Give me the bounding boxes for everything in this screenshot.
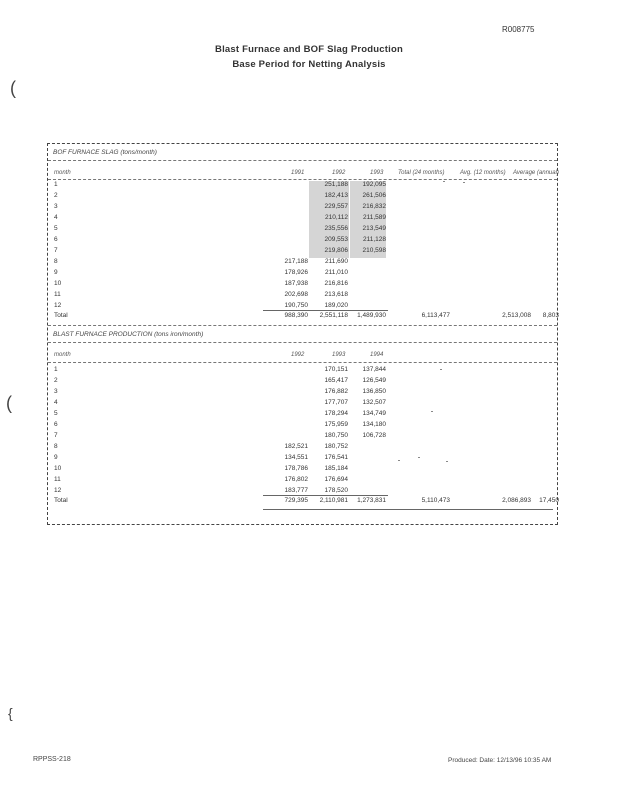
month-cell: 5 bbox=[54, 225, 58, 232]
table-row bbox=[48, 432, 557, 443]
value-cell: 182,521 bbox=[284, 443, 308, 450]
col-header-year1: 1991 bbox=[291, 170, 305, 176]
col-header-year2: 1993 bbox=[332, 352, 346, 358]
value-cell: 202,698 bbox=[284, 291, 308, 298]
value-cell: 216,816 bbox=[324, 280, 348, 287]
total-1994: 1,273,831 bbox=[357, 497, 386, 504]
document-subtitle: Base Period for Netting Analysis bbox=[232, 59, 386, 70]
value-cell: 180,752 bbox=[324, 443, 348, 450]
table-row bbox=[48, 465, 557, 476]
total-label: Total bbox=[54, 312, 68, 319]
value-cell: 210,112 bbox=[324, 214, 348, 221]
value-cell: 211,690 bbox=[324, 258, 348, 265]
value-cell: 217,188 bbox=[284, 258, 308, 265]
total-1993: 1,489,930 bbox=[357, 312, 386, 319]
table-row bbox=[48, 236, 557, 247]
total-12-months: 2,513,008 bbox=[502, 312, 531, 319]
value-cell: 180,750 bbox=[324, 432, 348, 439]
value-cell: 213,549 bbox=[362, 225, 386, 232]
total-1993: 2,110,981 bbox=[319, 497, 348, 504]
margin-mark: ( bbox=[6, 393, 12, 413]
col-header-year3: 1994 bbox=[370, 352, 384, 358]
value-cell: 187,938 bbox=[284, 280, 308, 287]
value-cell: 251,188 bbox=[324, 181, 348, 188]
month-cell: 6 bbox=[54, 421, 58, 428]
value-cell: 178,786 bbox=[284, 465, 308, 472]
month-cell: 10 bbox=[54, 280, 62, 287]
table-row bbox=[48, 269, 557, 280]
total-row bbox=[48, 497, 557, 508]
value-cell: 134,180 bbox=[362, 421, 386, 428]
value-cell: 106,728 bbox=[362, 432, 386, 439]
divider bbox=[48, 160, 557, 161]
month-cell: 8 bbox=[54, 258, 58, 265]
value-cell: 175,959 bbox=[324, 421, 348, 428]
value-cell: 134,551 bbox=[284, 454, 308, 461]
value-cell: 134,749 bbox=[362, 410, 386, 417]
divider bbox=[48, 342, 557, 343]
divider bbox=[48, 325, 557, 326]
col-header-year1: 1992 bbox=[291, 352, 305, 358]
value-cell: 210,598 bbox=[362, 247, 386, 254]
total-12-months: 2,086,893 bbox=[502, 497, 531, 504]
value-cell: 136,850 bbox=[362, 388, 386, 395]
total-row bbox=[48, 312, 557, 323]
scan-speck bbox=[440, 369, 442, 370]
table-row bbox=[48, 181, 557, 192]
total-label: Total bbox=[54, 497, 68, 504]
value-cell: 189,020 bbox=[324, 302, 348, 309]
month-cell: 3 bbox=[54, 388, 58, 395]
month-cell: 11 bbox=[54, 291, 61, 298]
month-cell: 3 bbox=[54, 203, 58, 210]
value-cell: 185,184 bbox=[324, 465, 348, 472]
value-cell: 176,694 bbox=[324, 476, 348, 483]
footer-produced-date: Produced: Date: 12/13/96 10:35 AM bbox=[448, 757, 552, 764]
month-cell: 12 bbox=[54, 302, 62, 309]
table-row bbox=[48, 388, 557, 399]
value-cell: 229,557 bbox=[324, 203, 348, 210]
table-row bbox=[48, 410, 557, 421]
value-cell: 183,777 bbox=[284, 487, 308, 494]
footer-code: RPPSS-218 bbox=[33, 756, 71, 763]
table-row bbox=[48, 476, 557, 487]
value-cell: 177,707 bbox=[324, 399, 348, 406]
month-cell: 11 bbox=[54, 476, 61, 483]
value-cell: 192,095 bbox=[362, 181, 386, 188]
month-cell: 7 bbox=[54, 432, 58, 439]
table-row bbox=[48, 399, 557, 410]
month-cell: 10 bbox=[54, 465, 62, 472]
month-cell: 4 bbox=[54, 399, 58, 406]
month-cell: 9 bbox=[54, 269, 58, 276]
value-cell: 178,294 bbox=[324, 410, 348, 417]
value-cell: 211,589 bbox=[362, 214, 386, 221]
month-cell: 4 bbox=[54, 214, 58, 221]
table-row bbox=[48, 225, 557, 236]
document-title: Blast Furnace and BOF Slag Production bbox=[215, 44, 403, 55]
value-cell: 178,520 bbox=[324, 487, 348, 494]
month-cell: 2 bbox=[54, 192, 58, 199]
table-row bbox=[48, 443, 557, 454]
value-cell: 219,806 bbox=[324, 247, 348, 254]
total-rule bbox=[263, 310, 388, 311]
col-header-year3: 1993 bbox=[370, 170, 384, 176]
value-cell: 211,010 bbox=[324, 269, 348, 276]
scan-speck bbox=[446, 461, 448, 462]
value-cell: 126,549 bbox=[362, 377, 386, 384]
scan-speck bbox=[443, 181, 445, 182]
margin-mark: ( bbox=[10, 78, 16, 98]
table-row bbox=[48, 291, 557, 302]
month-cell: 5 bbox=[54, 410, 58, 417]
table-row bbox=[48, 280, 557, 291]
scan-speck bbox=[463, 182, 465, 183]
value-cell: 176,882 bbox=[324, 388, 348, 395]
total-annual: 17,450 bbox=[539, 497, 559, 504]
total-rule bbox=[263, 495, 388, 496]
value-cell: 190,750 bbox=[284, 302, 308, 309]
value-cell: 170,151 bbox=[324, 366, 348, 373]
section1-title: BOF FURNACE SLAG (tons/month) bbox=[53, 149, 157, 156]
month-cell: 1 bbox=[54, 181, 58, 188]
value-cell: 165,417 bbox=[324, 377, 348, 384]
value-cell: 176,802 bbox=[284, 476, 308, 483]
total-24-months: 6,113,477 bbox=[421, 312, 450, 319]
col-header-annual: Average (annual) bbox=[513, 170, 559, 176]
value-cell: 216,832 bbox=[362, 203, 386, 210]
table-row bbox=[48, 377, 557, 388]
month-cell: 9 bbox=[54, 454, 58, 461]
table-row bbox=[48, 192, 557, 203]
month-cell: 2 bbox=[54, 377, 58, 384]
document-id: R008775 bbox=[502, 25, 535, 34]
divider bbox=[48, 362, 557, 363]
value-cell: 211,128 bbox=[362, 236, 386, 243]
month-cell: 12 bbox=[54, 487, 62, 494]
total-24-months: 5,110,473 bbox=[421, 497, 450, 504]
scan-speck bbox=[398, 460, 400, 461]
total-annual: 8,803 bbox=[542, 312, 559, 319]
margin-mark: { bbox=[8, 705, 13, 721]
col-header-year2: 1992 bbox=[332, 170, 346, 176]
col-header-total: Total (24 months) bbox=[398, 170, 445, 176]
col-header-month: month bbox=[54, 352, 71, 358]
value-cell: 213,618 bbox=[324, 291, 348, 298]
total-1991: 988,390 bbox=[284, 312, 308, 319]
table-row bbox=[48, 454, 557, 465]
value-cell: 209,553 bbox=[324, 236, 348, 243]
table-row bbox=[48, 203, 557, 214]
value-cell: 235,556 bbox=[324, 225, 348, 232]
month-cell: 1 bbox=[54, 366, 58, 373]
value-cell: 132,507 bbox=[362, 399, 386, 406]
value-cell: 137,844 bbox=[362, 366, 386, 373]
value-cell: 182,413 bbox=[324, 192, 348, 199]
section2-title: BLAST FURNACE PRODUCTION (tons iron/month) bbox=[53, 331, 204, 338]
col-header-month: month bbox=[54, 170, 71, 176]
divider bbox=[48, 179, 557, 180]
value-cell: 176,541 bbox=[324, 454, 348, 461]
data-table-box bbox=[47, 143, 558, 525]
table-row bbox=[48, 214, 557, 225]
col-header-avg: Avg. (12 months) bbox=[460, 170, 506, 176]
scan-speck bbox=[418, 457, 420, 458]
total-1992: 2,551,118 bbox=[319, 312, 348, 319]
scan-speck bbox=[431, 411, 433, 412]
month-cell: 8 bbox=[54, 443, 58, 450]
value-cell: 178,926 bbox=[284, 269, 308, 276]
value-cell: 261,506 bbox=[362, 192, 386, 199]
month-cell: 6 bbox=[54, 236, 58, 243]
table-row bbox=[48, 366, 557, 377]
month-cell: 7 bbox=[54, 247, 58, 254]
total-rule bbox=[263, 509, 553, 510]
table-row bbox=[48, 258, 557, 269]
table-row bbox=[48, 247, 557, 258]
table-row bbox=[48, 421, 557, 432]
total-1992: 729,395 bbox=[284, 497, 308, 504]
